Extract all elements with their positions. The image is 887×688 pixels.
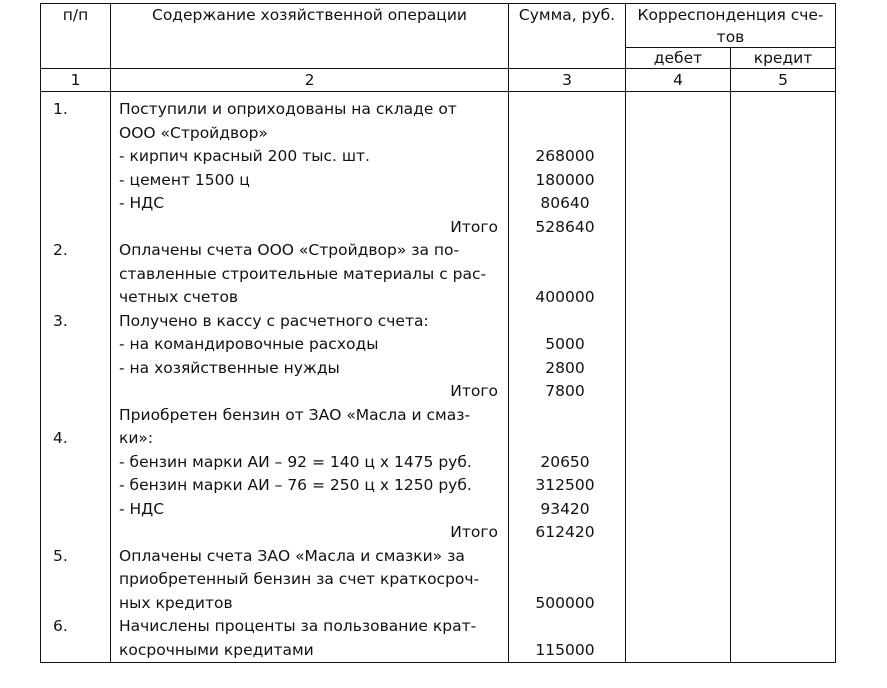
operation-sum (509, 615, 625, 639)
header-debit: дебет (626, 48, 731, 69)
operation-number: 2. (53, 241, 68, 259)
operation-number: 4. (53, 429, 68, 447)
operation-number-column (41, 92, 111, 663)
operation-text-line: ных кредитов (119, 593, 233, 612)
operation-text-line: Получено в кассу с расчетного счета: (119, 311, 429, 330)
operation-text-line: Оплачены счета ЗАО «Масла и смазки» за (119, 546, 465, 565)
operation-total-label: Итого (450, 523, 498, 541)
operation-text-line: ООО «Стройдвор» (119, 123, 268, 142)
operation-number (41, 333, 110, 357)
operation-sum: 20650 (540, 452, 590, 471)
operation-number (41, 639, 110, 663)
operation-text-line: - НДС (119, 194, 165, 212)
operation-text-line: косрочными кредитами (119, 640, 314, 659)
operation-sum: 7800 (545, 382, 585, 400)
operation-sum (509, 568, 625, 592)
header-row (41, 4, 836, 48)
ledger-table (40, 3, 836, 663)
operation-text-line: - цемент 1500 ц (119, 170, 250, 189)
operation-text-line: ставленные строительные материалы с рас- (119, 264, 487, 283)
body-row (41, 92, 836, 663)
operation-number (41, 521, 110, 545)
operation-number (41, 498, 110, 522)
operation-sum (509, 404, 625, 428)
operation-sum (509, 122, 625, 146)
column-number-row (41, 69, 836, 92)
operation-sum (509, 98, 625, 122)
operation-sum: 93420 (540, 499, 590, 518)
operation-number (41, 357, 110, 381)
operation-total-label: Итого (450, 382, 498, 400)
operation-sum: 115000 (535, 640, 595, 659)
operation-sum: 2800 (545, 358, 585, 377)
operation-text-line: - НДС (119, 499, 165, 518)
operation-text-line: Начислены проценты за пользование крат- (119, 617, 477, 635)
operation-number (41, 192, 110, 216)
header-correspondence-line2: тов (716, 27, 745, 46)
operation-text-line: Оплачены счета ООО «Стройдвор» за по- (119, 241, 460, 259)
operation-sum: 400000 (535, 288, 595, 306)
debit-column (626, 92, 731, 663)
operation-text-line: - кирпич красный 200 тыс. шт. (119, 147, 370, 165)
operation-sum (509, 263, 625, 287)
operation-number (41, 592, 110, 616)
operation-number (41, 380, 110, 404)
operation-number (41, 451, 110, 475)
operation-text-line: приобретенный бензин за счет краткосроч- (119, 570, 480, 588)
operation-text-line: Приобретен бензин от ЗАО «Масла и смаз- (119, 405, 471, 424)
operation-number: 3. (53, 311, 68, 330)
header-content: Содержание хозяйственной операции (111, 4, 509, 69)
header-credit: кредит (731, 48, 836, 69)
header-correspondence-line1: Корреспонденция сче- (637, 6, 824, 24)
column-number-3: 3 (509, 69, 626, 92)
operation-text-line: Поступили и оприходованы на складе от (119, 100, 457, 118)
operation-sum: 268000 (535, 147, 595, 165)
operation-text-line: ки»: (119, 429, 154, 447)
operation-text-line: - на командировочные расходы (119, 335, 379, 353)
operation-number: 6. (53, 617, 68, 635)
operation-sum: 180000 (535, 170, 595, 189)
operation-text-line: - бензин марки АИ – 76 = 250 ц х 1250 руб. (119, 476, 472, 494)
column-number-1: 1 (41, 69, 111, 92)
column-number-4: 4 (626, 69, 731, 92)
credit-column (731, 92, 836, 663)
header-sum: Сумма, руб. (509, 4, 626, 69)
operation-sum: 500000 (535, 593, 595, 612)
operation-sum: 312500 (535, 476, 595, 494)
operation-sum (509, 310, 625, 334)
operation-sum: 5000 (545, 335, 585, 353)
header-num: п/п (41, 4, 111, 69)
operation-sum (509, 427, 625, 451)
operation-number: 1. (53, 100, 68, 118)
operation-sum (509, 239, 625, 263)
operation-sum-column (509, 92, 626, 663)
operation-text-line: четных счетов (119, 288, 239, 306)
header-correspondence (626, 4, 836, 48)
operation-text-line: - бензин марки АИ – 92 = 140 ц х 1475 руб. (119, 452, 472, 471)
operation-text-line: - на хозяйственные нужды (119, 358, 340, 377)
operation-number (41, 286, 110, 310)
operation-sum: 80640 (540, 194, 590, 212)
column-number-2: 2 (111, 69, 509, 92)
operation-number (41, 404, 110, 428)
operation-number (41, 568, 110, 592)
column-number-5: 5 (731, 69, 836, 92)
operation-number (41, 263, 110, 287)
operation-text-column (111, 92, 509, 663)
operation-number (41, 474, 110, 498)
operation-sum: 528640 (535, 217, 595, 236)
operation-total-label: Итого (450, 217, 498, 236)
operation-sum: 612420 (535, 523, 595, 541)
operation-number (41, 122, 110, 146)
operation-number (41, 216, 110, 240)
operation-number (41, 145, 110, 169)
operation-sum (509, 545, 625, 569)
operation-number (41, 169, 110, 193)
operation-number: 5. (53, 546, 68, 565)
